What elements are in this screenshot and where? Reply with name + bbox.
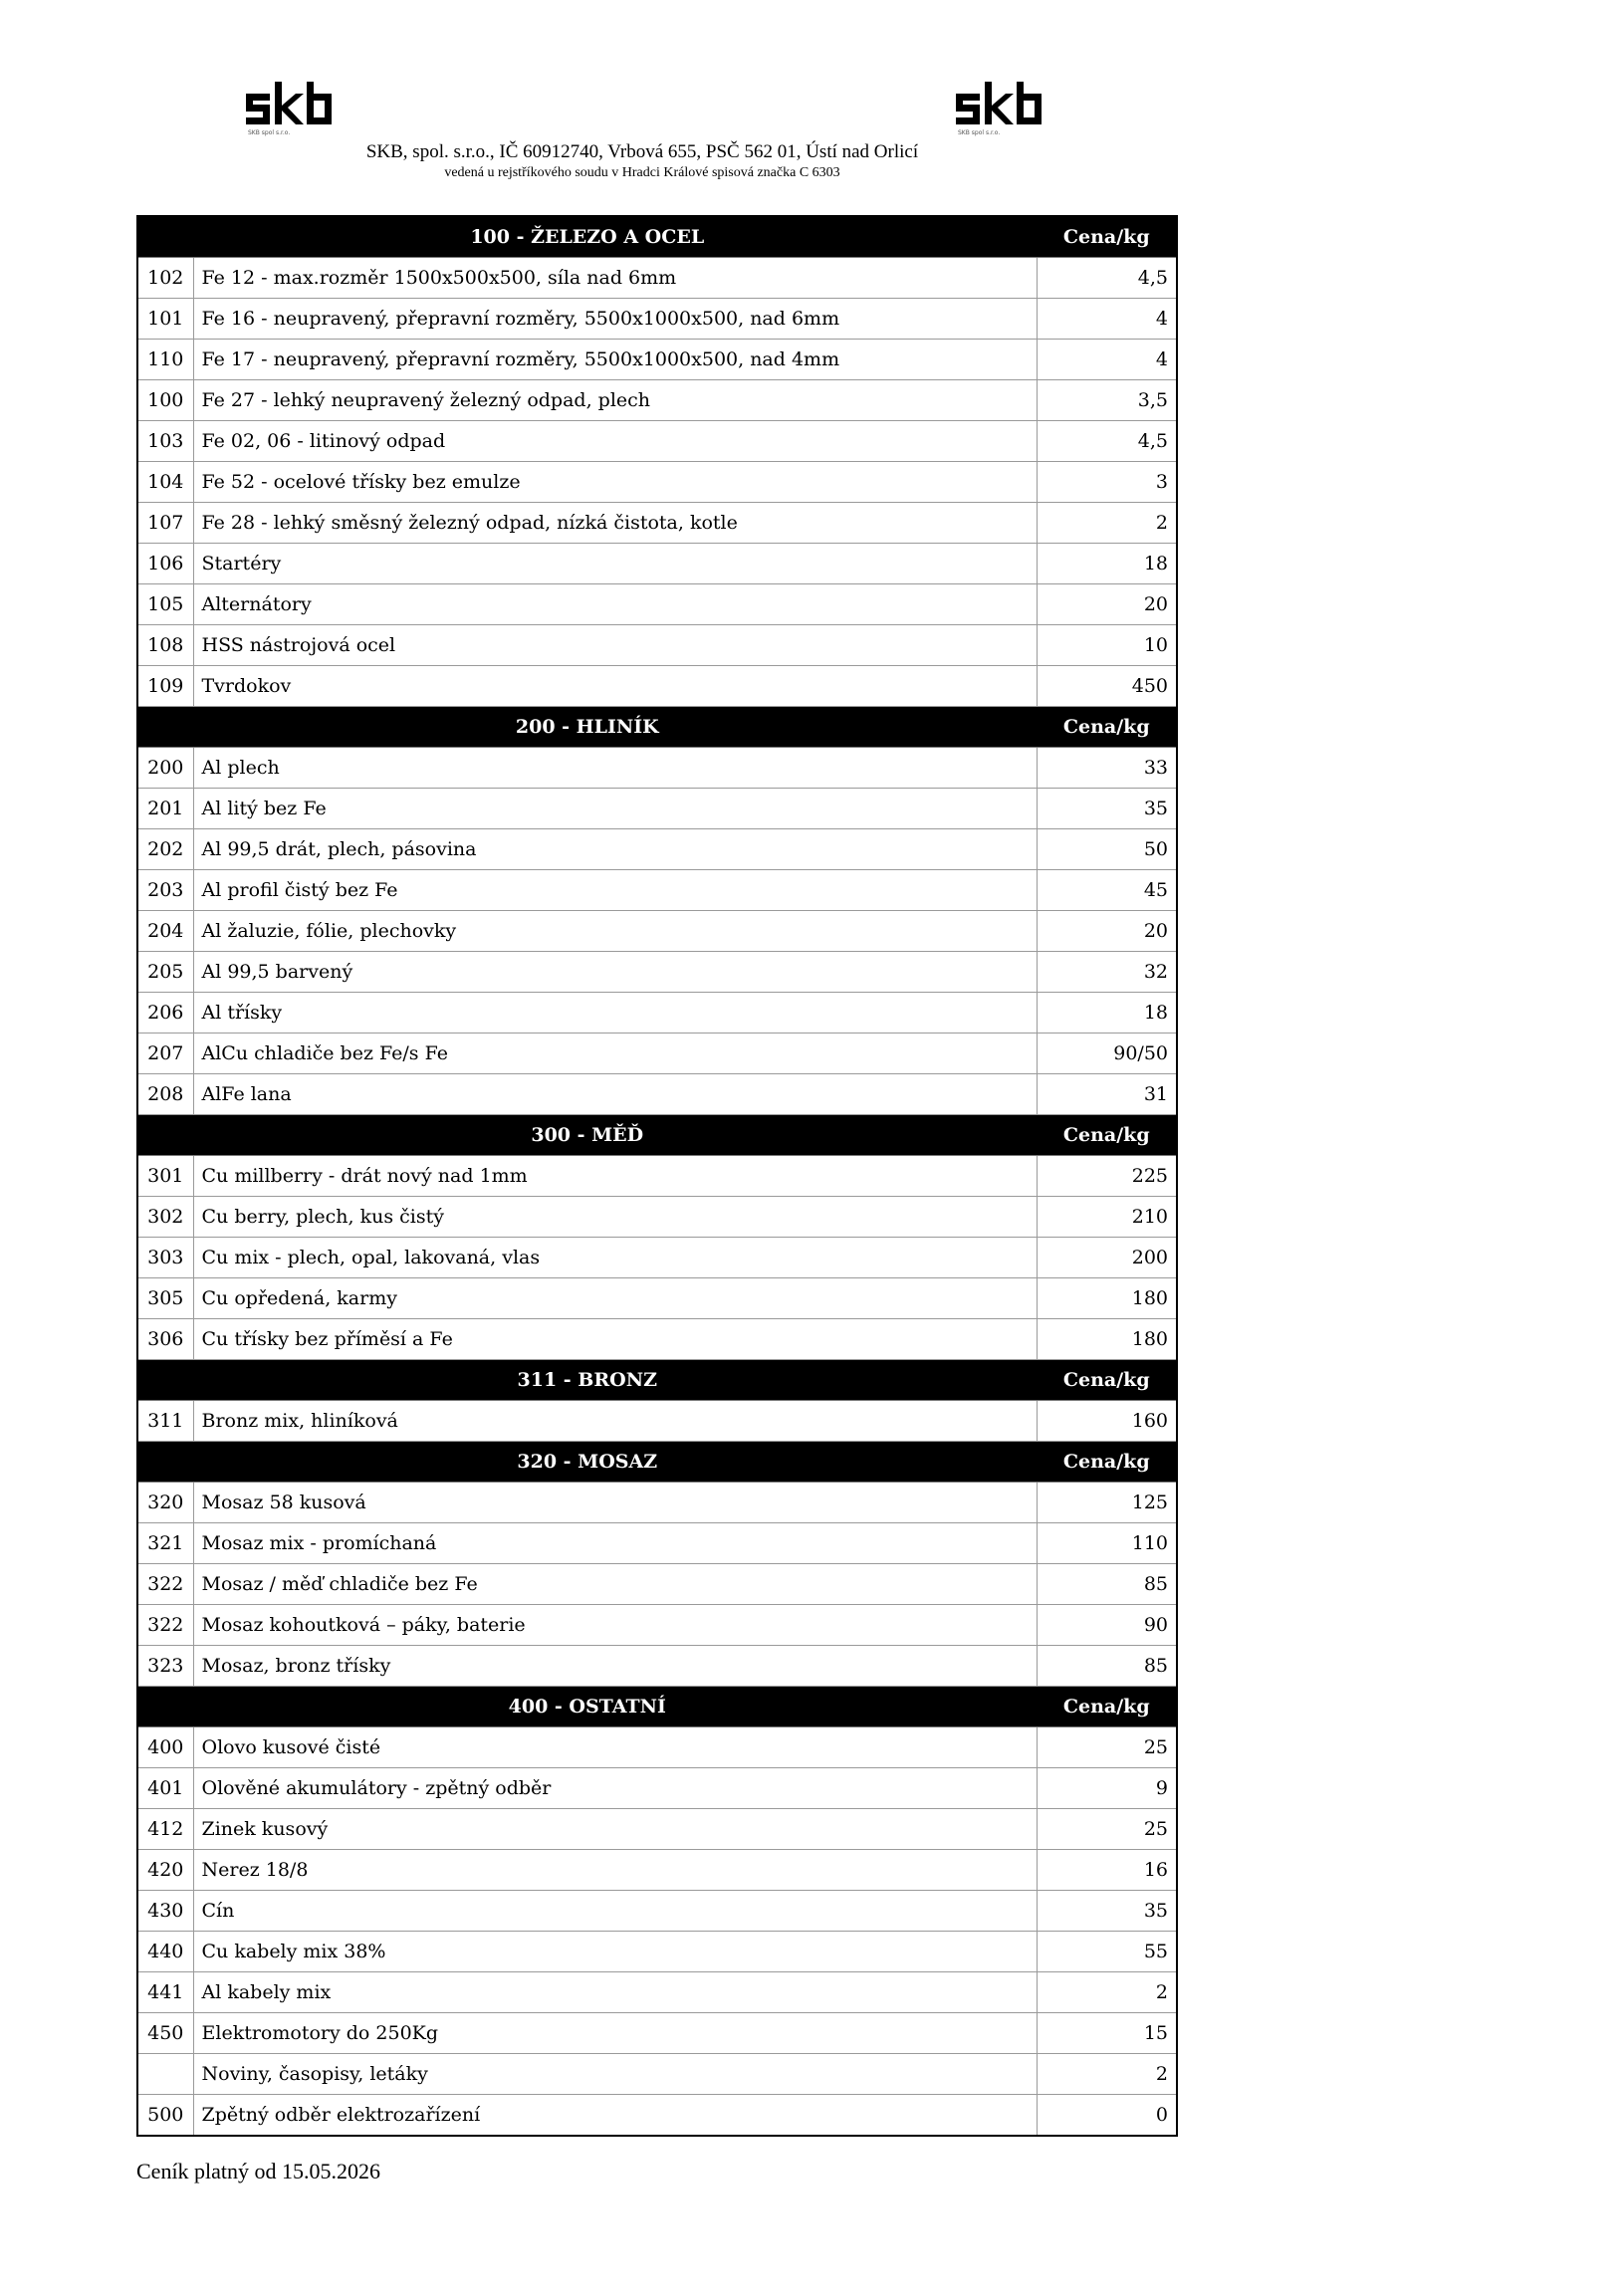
item-description: Al plech — [193, 748, 1037, 789]
item-description: Olověné akumulátory - zpětný odběr — [193, 1768, 1037, 1809]
item-description: Al kabely mix — [193, 1972, 1037, 2013]
table-row — [137, 2095, 1177, 2137]
item-code: 108 — [137, 625, 193, 666]
item-description: Tvrdokov — [193, 666, 1037, 707]
item-code: 202 — [137, 829, 193, 870]
item-price: 4,5 — [1037, 258, 1177, 299]
table-row — [137, 1605, 1177, 1646]
item-description: Cu mix - plech, opal, lakovaná, vlas — [193, 1238, 1037, 1278]
table-row — [137, 789, 1177, 829]
table-row — [137, 2013, 1177, 2054]
item-price: 2 — [1037, 1972, 1177, 2013]
section-title: 100 - ŽELEZO A OCEL — [137, 216, 1037, 258]
item-price: 3 — [1037, 462, 1177, 503]
item-price: 9 — [1037, 1768, 1177, 1809]
table-row — [137, 748, 1177, 789]
item-price: 210 — [1037, 1197, 1177, 1238]
item-description: Elektromotory do 250Kg — [193, 2013, 1037, 2054]
item-code: 412 — [137, 1809, 193, 1850]
item-price: 225 — [1037, 1156, 1177, 1197]
item-description: Cu opředená, karmy — [193, 1278, 1037, 1319]
item-code: 109 — [137, 666, 193, 707]
item-description: Bronz mix, hliníková — [193, 1401, 1037, 1442]
item-description: Cu berry, plech, kus čistý — [193, 1197, 1037, 1238]
item-description: Nerez 18/8 — [193, 1850, 1037, 1891]
item-description: Al litý bez Fe — [193, 789, 1037, 829]
item-code: 305 — [137, 1278, 193, 1319]
item-price: 200 — [1037, 1238, 1177, 1278]
item-price: 2 — [1037, 2054, 1177, 2095]
table-row — [137, 1238, 1177, 1278]
table-row — [137, 625, 1177, 666]
table-row — [137, 666, 1177, 707]
section-title: 400 - OSTATNÍ — [137, 1687, 1037, 1727]
table-row — [137, 1033, 1177, 1074]
item-price: 35 — [1037, 1891, 1177, 1932]
table-row — [137, 1972, 1177, 2013]
item-description: Al 99,5 drát, plech, pásovina — [193, 829, 1037, 870]
item-price: 50 — [1037, 829, 1177, 870]
item-description: HSS nástrojová ocel — [193, 625, 1037, 666]
item-description: Al žaluzie, fólie, plechovky — [193, 911, 1037, 952]
item-price: 4 — [1037, 340, 1177, 380]
item-code: 207 — [137, 1033, 193, 1074]
item-code: 302 — [137, 1197, 193, 1238]
price-column-header: Cena/kg — [1037, 1687, 1177, 1727]
item-description: AlFe lana — [193, 1074, 1037, 1115]
table-row — [137, 421, 1177, 462]
item-price: 85 — [1037, 1564, 1177, 1605]
item-price: 3,5 — [1037, 380, 1177, 421]
item-price: 32 — [1037, 952, 1177, 993]
company-registry-line: vedená u rejstříkového soudu v Hradci Králové spisová značka C 6303 — [444, 165, 840, 180]
item-price: 110 — [1037, 1523, 1177, 1564]
company-logo-left — [244, 80, 334, 136]
item-description: Al profil čistý bez Fe — [193, 870, 1037, 911]
item-price: 450 — [1037, 666, 1177, 707]
section-header-row — [137, 707, 1177, 748]
table-row — [137, 299, 1177, 340]
item-code: 105 — [137, 584, 193, 625]
price-column-header: Cena/kg — [1037, 1442, 1177, 1483]
item-price: 85 — [1037, 1646, 1177, 1687]
item-price: 2 — [1037, 503, 1177, 544]
price-column-header: Cena/kg — [1037, 1360, 1177, 1401]
table-row — [137, 1483, 1177, 1523]
price-column-header: Cena/kg — [1037, 1115, 1177, 1156]
table-row — [137, 952, 1177, 993]
item-code: 322 — [137, 1564, 193, 1605]
table-row — [137, 340, 1177, 380]
table-row — [137, 1646, 1177, 1687]
table-row — [137, 1932, 1177, 1972]
table-row — [137, 870, 1177, 911]
item-code: 203 — [137, 870, 193, 911]
item-price: 10 — [1037, 625, 1177, 666]
item-code: 101 — [137, 299, 193, 340]
item-price: 25 — [1037, 1727, 1177, 1768]
item-description: Fe 17 - neupravený, přepravní rozměry, 5500x1000x500, nad 4mm — [193, 340, 1037, 380]
table-row — [137, 462, 1177, 503]
section-header-row — [137, 1115, 1177, 1156]
table-row — [137, 1401, 1177, 1442]
table-row — [137, 1278, 1177, 1319]
price-column-header: Cena/kg — [1037, 707, 1177, 748]
item-description: Alternátory — [193, 584, 1037, 625]
item-description: Zpětný odběr elektrozařízení — [193, 2095, 1037, 2137]
company-info-line: SKB, spol. s.r.o., IČ 60912740, Vrbová 655, PSČ 562 01, Ústí nad Orlicí — [365, 141, 919, 162]
item-code: 100 — [137, 380, 193, 421]
item-description: Mosaz / měď chladiče bez Fe — [193, 1564, 1037, 1605]
table-row — [137, 544, 1177, 584]
item-price: 4,5 — [1037, 421, 1177, 462]
item-description: Mosaz mix - promíchaná — [193, 1523, 1037, 1564]
company-logo-right — [954, 80, 1043, 136]
item-code: 401 — [137, 1768, 193, 1809]
item-code: 400 — [137, 1727, 193, 1768]
item-code: 303 — [137, 1238, 193, 1278]
item-price: 20 — [1037, 584, 1177, 625]
section-title: 311 - BRONZ — [137, 1360, 1037, 1401]
item-code: 306 — [137, 1319, 193, 1360]
item-price: 160 — [1037, 1401, 1177, 1442]
item-price: 20 — [1037, 911, 1177, 952]
table-row — [137, 1891, 1177, 1932]
item-price: 16 — [1037, 1850, 1177, 1891]
item-description: Cu kabely mix 38% — [193, 1932, 1037, 1972]
item-code: 323 — [137, 1646, 193, 1687]
item-code: 201 — [137, 789, 193, 829]
table-row — [137, 584, 1177, 625]
table-row — [137, 1809, 1177, 1850]
table-row — [137, 1156, 1177, 1197]
item-price: 25 — [1037, 1809, 1177, 1850]
item-code: 420 — [137, 1850, 193, 1891]
item-description: Cín — [193, 1891, 1037, 1932]
section-header-row — [137, 216, 1177, 258]
item-code: 200 — [137, 748, 193, 789]
item-price: 125 — [1037, 1483, 1177, 1523]
table-row — [137, 1850, 1177, 1891]
section-title: 200 - HLINÍK — [137, 707, 1037, 748]
item-code: 321 — [137, 1523, 193, 1564]
item-price: 18 — [1037, 544, 1177, 584]
item-code: 106 — [137, 544, 193, 584]
item-code: 103 — [137, 421, 193, 462]
item-code: 320 — [137, 1483, 193, 1523]
item-price: 45 — [1037, 870, 1177, 911]
item-code: 450 — [137, 2013, 193, 2054]
item-code: 204 — [137, 911, 193, 952]
table-row — [137, 829, 1177, 870]
price-list-validity-note: Ceník platný od 15.05.2026 — [136, 2159, 381, 2183]
item-code: 208 — [137, 1074, 193, 1115]
item-description: Startéry — [193, 544, 1037, 584]
item-code: 311 — [137, 1401, 193, 1442]
table-row — [137, 1074, 1177, 1115]
item-description: Fe 02, 06 - litinový odpad — [193, 421, 1037, 462]
item-price: 180 — [1037, 1319, 1177, 1360]
table-row — [137, 503, 1177, 544]
section-header-row — [137, 1360, 1177, 1401]
item-code: 301 — [137, 1156, 193, 1197]
price-list-table — [136, 215, 1178, 2137]
table-row — [137, 993, 1177, 1033]
item-description: Al třísky — [193, 993, 1037, 1033]
item-price: 180 — [1037, 1278, 1177, 1319]
table-row — [137, 1523, 1177, 1564]
item-price: 35 — [1037, 789, 1177, 829]
item-price: 15 — [1037, 2013, 1177, 2054]
skb-logo-icon — [244, 80, 334, 127]
item-price: 33 — [1037, 748, 1177, 789]
table-row — [137, 1197, 1177, 1238]
item-code: 107 — [137, 503, 193, 544]
item-price: 0 — [1037, 2095, 1177, 2137]
item-code: 205 — [137, 952, 193, 993]
section-title: 320 - MOSAZ — [137, 1442, 1037, 1483]
logo-subtext: SKB spol s.r.o. — [248, 129, 291, 136]
table-row — [137, 1727, 1177, 1768]
item-description: Al 99,5 barvený — [193, 952, 1037, 993]
item-price: 90/50 — [1037, 1033, 1177, 1074]
item-description: Noviny, časopisy, letáky — [193, 2054, 1037, 2095]
skb-logo-icon — [954, 80, 1043, 127]
item-description: Cu millberry - drát nový nad 1mm — [193, 1156, 1037, 1197]
table-row — [137, 1768, 1177, 1809]
item-code: 206 — [137, 993, 193, 1033]
item-price: 90 — [1037, 1605, 1177, 1646]
price-column-header: Cena/kg — [1037, 216, 1177, 258]
table-row — [137, 1319, 1177, 1360]
price-list-body — [137, 216, 1177, 2136]
item-code: 104 — [137, 462, 193, 503]
item-description: Fe 27 - lehký neupravený železný odpad, plech — [193, 380, 1037, 421]
item-description: Cu třísky bez příměsí a Fe — [193, 1319, 1037, 1360]
item-description: Fe 28 - lehký směsný železný odpad, nízká čistota, kotle — [193, 503, 1037, 544]
item-code: 440 — [137, 1932, 193, 1972]
logo-subtext: SKB spol s.r.o. — [958, 129, 1001, 136]
item-description: Fe 16 - neupravený, přepravní rozměry, 5500x1000x500, nad 6mm — [193, 299, 1037, 340]
table-row — [137, 2054, 1177, 2095]
item-price: 55 — [1037, 1932, 1177, 1972]
table-row — [137, 380, 1177, 421]
item-code: 430 — [137, 1891, 193, 1932]
item-description: Olovo kusové čisté — [193, 1727, 1037, 1768]
section-title: 300 - MĚĎ — [137, 1115, 1037, 1156]
section-header-row — [137, 1442, 1177, 1483]
item-code: 110 — [137, 340, 193, 380]
item-code: 500 — [137, 2095, 193, 2137]
item-description: Zinek kusový — [193, 1809, 1037, 1850]
item-description: Fe 12 - max.rozměr 1500x500x500, síla nad 6mm — [193, 258, 1037, 299]
section-header-row — [137, 1687, 1177, 1727]
item-code: 441 — [137, 1972, 193, 2013]
item-price: 18 — [1037, 993, 1177, 1033]
item-description: AlCu chladiče bez Fe/s Fe — [193, 1033, 1037, 1074]
table-row — [137, 258, 1177, 299]
item-description: Mosaz, bronz třísky — [193, 1646, 1037, 1687]
item-code: 322 — [137, 1605, 193, 1646]
table-row — [137, 1564, 1177, 1605]
item-description: Fe 52 - ocelové třísky bez emulze — [193, 462, 1037, 503]
item-description: Mosaz kohoutková – páky, baterie — [193, 1605, 1037, 1646]
item-code: 102 — [137, 258, 193, 299]
item-price: 4 — [1037, 299, 1177, 340]
item-code — [137, 2054, 193, 2095]
item-description: Mosaz 58 kusová — [193, 1483, 1037, 1523]
table-row — [137, 911, 1177, 952]
item-price: 31 — [1037, 1074, 1177, 1115]
